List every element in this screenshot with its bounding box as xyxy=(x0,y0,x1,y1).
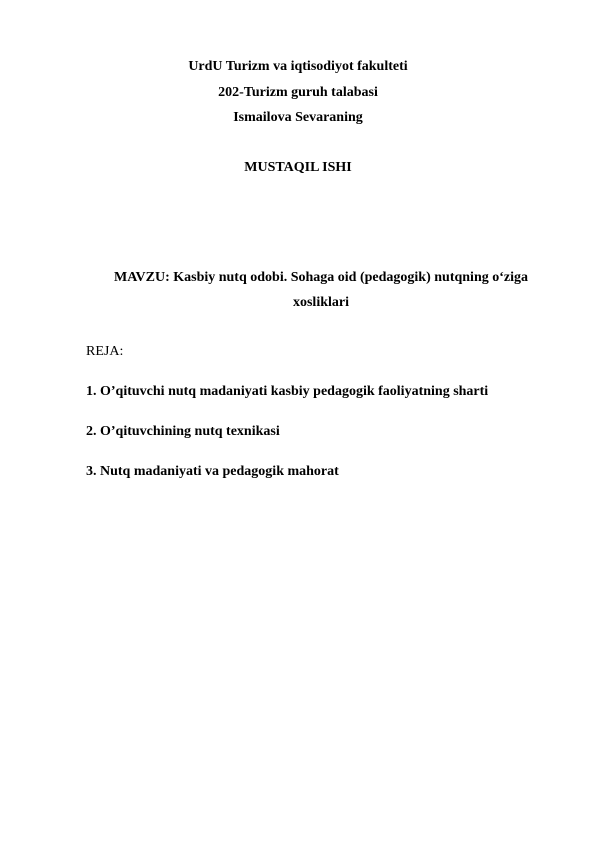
plan-item: 3. Nutq madaniyati va pedagogik mahorat xyxy=(86,464,339,479)
plan-label: REJA: xyxy=(86,344,124,359)
plan-item: 1. O’qituvchi nutq madaniyati kasbiy pedagogik faoliyatning sharti xyxy=(86,384,489,399)
plan-item: 2. O’qituvchining nutq texnikasi xyxy=(86,424,280,439)
student-name: Ismailova Sevaraning xyxy=(233,110,363,125)
work-title: MUSTAQIL ISHI xyxy=(244,160,352,175)
topic-heading: MAVZU: Kasbiy nutq odobi. Sohaga oid (pedagogik) nutqning o‘ziga xosliklari xyxy=(113,270,529,310)
student-group: 202-Turizm guruh talabasi xyxy=(218,85,378,100)
faculty-name: UrdU Turizm va iqtisodiyot fakulteti xyxy=(188,59,408,74)
